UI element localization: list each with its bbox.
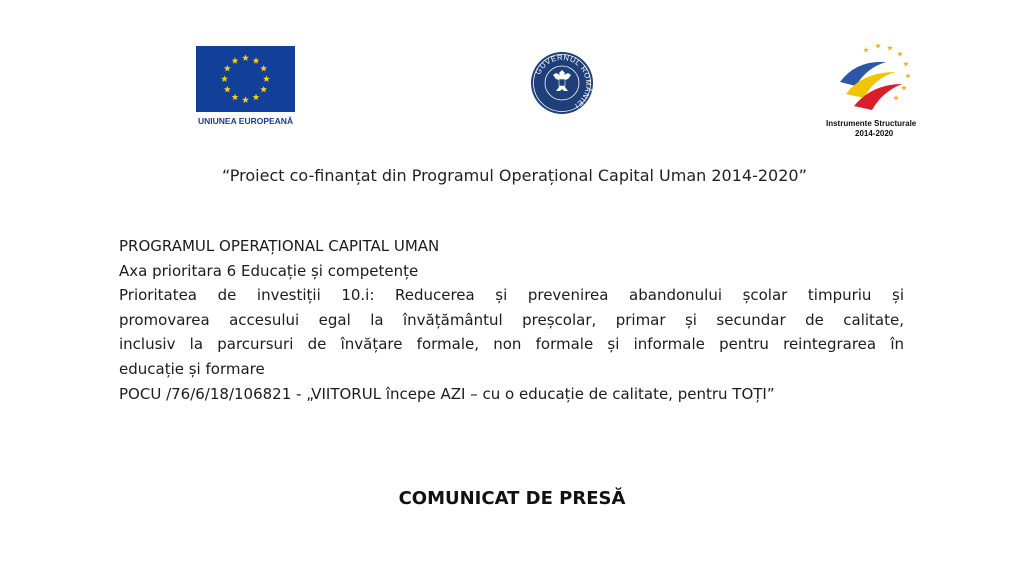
eu-logo <box>196 46 296 128</box>
gov-seal-text: GUVERNUL ROMÂNIEI <box>533 52 594 111</box>
structural-star-icon <box>875 43 881 48</box>
structural-star-icon <box>903 61 909 66</box>
structural-star-icon <box>887 45 893 50</box>
press-release-title: COMUNICAT DE PRESĂ <box>398 488 626 509</box>
structural-instruments-logo <box>826 42 926 142</box>
government-logo <box>528 50 596 116</box>
investment-priority-line: inclusiv la parcursuri de învățare formale, non formale și informale pentru reintegrarea în <box>119 335 904 354</box>
project-code: POCU /76/6/18/106821 - „VIITORUL începe AZI – cu o educație de calitate, pentru TOȚI” <box>119 384 775 403</box>
structural-instruments-caption: Instrumente Structurale <box>826 119 917 128</box>
project-cofinancing-line: “Proiect co-finanțat din Programul Operațional Capital Uman 2014-2020” <box>222 166 807 185</box>
structural-star-icon <box>901 85 907 90</box>
structural-instruments-years: 2014-2020 <box>855 129 894 138</box>
structural-star-icon <box>905 73 911 78</box>
government-seal-icon <box>528 50 596 116</box>
investment-priority-line: promovarea accesului egal la învățământul preșcolar, primar și secundar de calitate, <box>119 310 904 329</box>
priority-axis: Axa prioritara 6 Educație și competențe <box>119 261 419 280</box>
investment-priority-line: educație și formare <box>119 359 265 378</box>
program-info-block <box>119 234 904 406</box>
eu-caption: UNIUNEA EUROPEANĂ <box>198 116 294 126</box>
program-name: PROGRAMUL OPERAȚIONAL CAPITAL UMAN <box>119 237 440 255</box>
investment-priority-line: Prioritatea de investiții 10.i: Reducerea și prevenirea abandonului școlar timpuriu și <box>119 286 904 305</box>
structural-star-icon <box>897 51 903 56</box>
structural-star-icon <box>893 95 899 100</box>
eu-flag-icon <box>196 46 295 112</box>
structural-instruments-icon <box>826 42 926 118</box>
structural-star-icon <box>863 47 869 52</box>
